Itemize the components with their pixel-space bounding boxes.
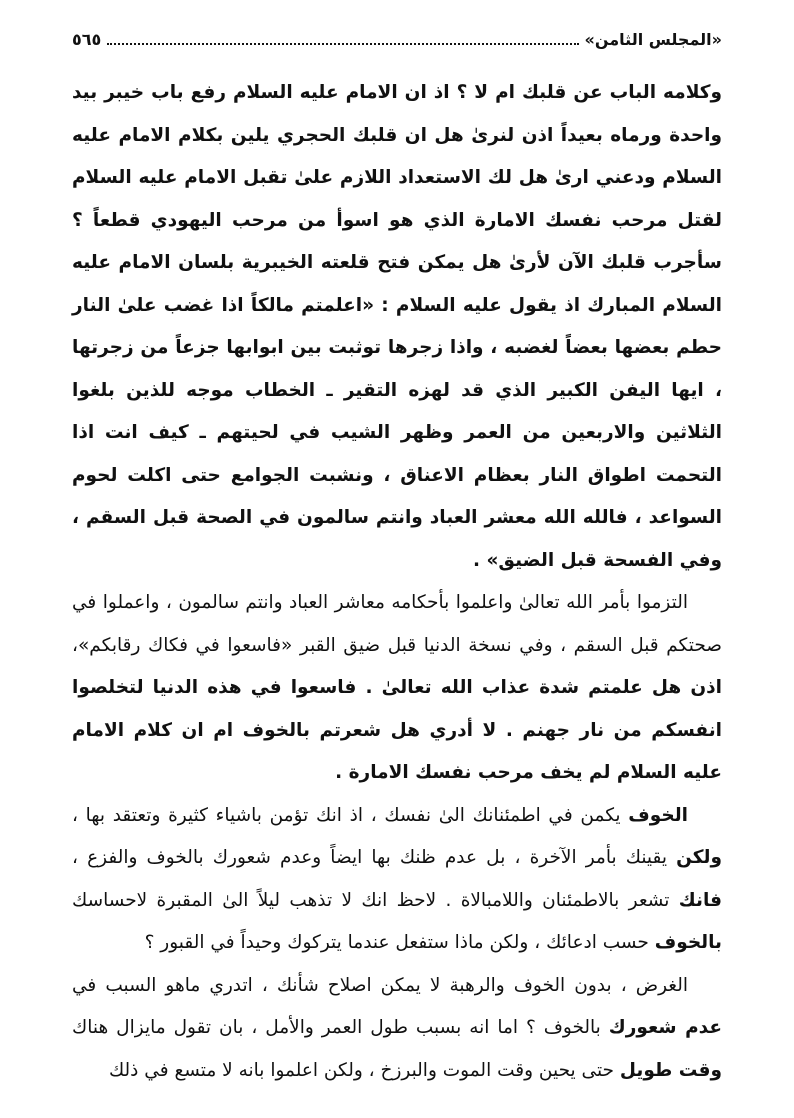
paragraph-text: وقت طويل bbox=[619, 1059, 722, 1081]
paragraph-text: الغرض ، بدون الخوف والرهبة لا يمكن اصلاح شأنك ، اتدري ماهو السبب في bbox=[72, 974, 688, 996]
paragraph-text: حتى يحين وقت الموت والبرزخ ، ولكن اعلموا بانه لا متسع في ذلك bbox=[108, 1059, 620, 1081]
paragraph-text: عدم شعورك bbox=[608, 1017, 722, 1038]
paragraph bbox=[72, 795, 722, 965]
paragraph-text: التزموا بأمر الله تعالىٰ واعلموا بأحكامه معاشر العباد وانتم سالمون ، واعملوا في صحتكم قبل السقم ، وفي نسخة الدنيا قبل ضيق القبر «فاسعوا في فكاك رقابكم»، bbox=[72, 592, 722, 656]
paragraph-text: الخوف bbox=[628, 804, 688, 826]
paragraph-text: تشعر بالاطمئنان واللامبالاة . لاحظ انك لا تذهب ليلاً الىٰ المقبرة لاحساسك bbox=[72, 889, 679, 911]
page-number: ٥٦٥ bbox=[72, 30, 102, 49]
paragraph bbox=[72, 72, 722, 582]
page-header bbox=[72, 30, 722, 60]
paragraph bbox=[72, 965, 722, 1093]
paragraph-text: ولكن bbox=[676, 847, 722, 868]
paragraph-text: فانك bbox=[678, 889, 722, 911]
paragraph-text: بالخوف ؟ اما انه بسبب طول العمر والأمل ، بان تقول مايزال هناك bbox=[72, 1017, 609, 1038]
chapter-title: «المجلس الثامن» bbox=[584, 30, 722, 49]
paragraph-text: اذن هل علمتم شدة عذاب الله تعالىٰ . فاسعوا في هذه الدنيا لتخلصوا انفسكم من نار جهنم . لا أدري هل شعرتم بالخوف ام ان كلام الامام عليه السلام لم يخف مرحب نفسك الامارة . bbox=[72, 677, 722, 783]
header-dot-leader bbox=[107, 31, 578, 45]
page-body bbox=[72, 72, 722, 1092]
paragraph bbox=[72, 582, 722, 795]
paragraph-text: حسب ادعائك ، ولكن ماذا ستفعل عندما يتركوك وحيداً في القبور ؟ bbox=[144, 932, 655, 953]
paragraph-text: وكلامه الباب عن قلبك ام لا ؟ اذ ان الامام عليه السلام رفع باب خيبر بيد واحدة ورماه بعيداً اذن لنرىٰ هل ان قلبك الحجري يلين بكلام الامام عليه السلام ودعني ارىٰ هل لك الاستعداد اللازم علىٰ تقبل الامام عليه السلام لقتل مرحب نفسك الامارة الذي هو اسوأ من مرحب اليهودي قطعاً ؟ سأجرب قلبك الآن لأرىٰ هل يمكن فتح قلعته الخيبرية بلسان الامام عليه السلام المبارك اذ يقول عليه السلام : «اعلمتم مالكاً اذا غضب علىٰ النار حطم بعضها بعضاً لغضبه ، واذا زجرها توثبت بين ابوابها جزعاً من زجرتها ، ايها اليفن الكبير الذي قد لهزه التقير ـ الخطاب موجه للذين بلغوا الثلاثين والاربعين من العمر وظهر الشيب في لحيتهم ـ كيف انت اذا التحمت اطواق النار بعظام الاعناق ، ونشبت الجوامع حتى اكلت لحوم السواعد ، فالله الله معشر العباد وانتم سالمون في الصحة قبل السقم ، وفي الفسحة قبل الضيق» . bbox=[72, 82, 722, 571]
paragraph-text: يكمن في اطمئنانك الىٰ نفسك ، اذ انك تؤمن باشياء كثيرة وتعتقد بها ، bbox=[72, 804, 629, 826]
paragraph-text: يقينك بأمر الآخرة ، بل عدم ظنك بها ايضاً وعدم شعورك بالخوف والفزع ، bbox=[72, 847, 677, 868]
paragraph-text: بالخوف bbox=[654, 932, 722, 953]
